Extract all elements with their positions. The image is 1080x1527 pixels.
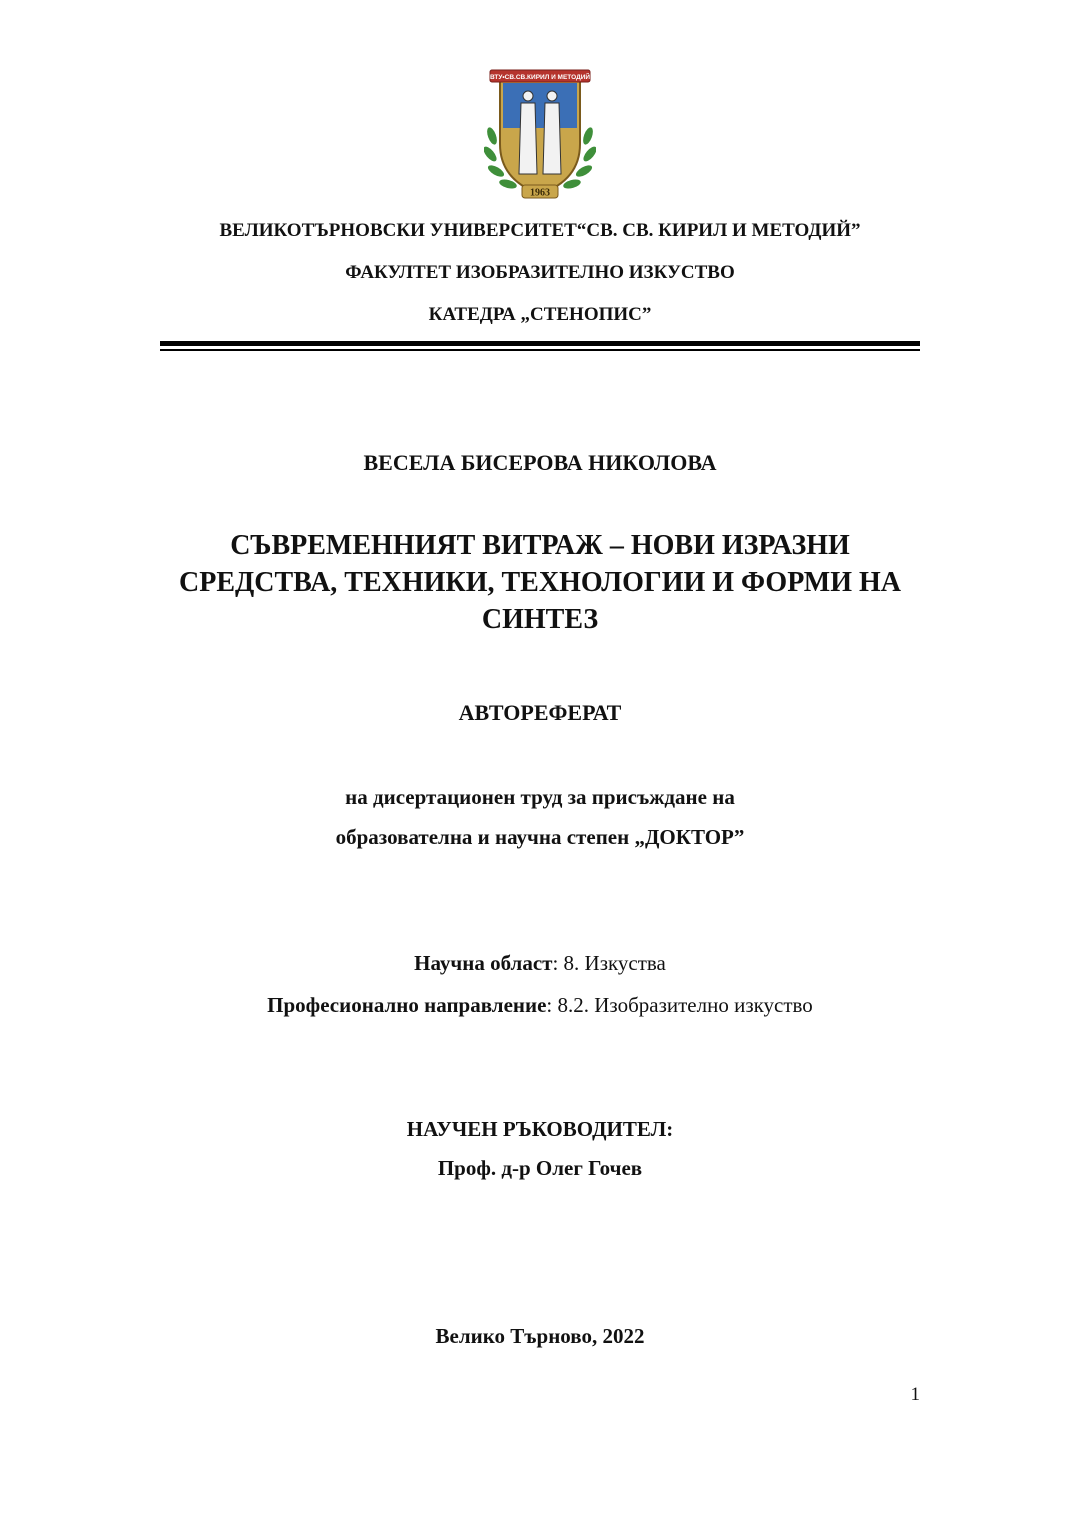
scientific-field-label: Научна област — [414, 951, 553, 975]
department-name: КАТЕДРА „СТЕНОПИС” — [428, 304, 652, 325]
professional-direction-label: Професионално направление — [267, 993, 547, 1017]
purpose-line-1: на дисертационен труд за присъждане на — [345, 785, 735, 809]
header-divider-thick — [160, 341, 920, 346]
faculty-name: ФАКУЛТЕТ ИЗОБРАЗИТЕЛНО ИЗКУСТВО — [345, 262, 735, 283]
scientific-field — [0, 951, 1080, 976]
thesis-title-line-3: СИНТЕЗ — [481, 604, 599, 635]
thesis-title-line-1: СЪВРЕМЕННИЯТ ВИТРАЖ – НОВИ ИЗРАЗНИ — [230, 530, 850, 561]
purpose-line-2: образователна и научна степен „ДОКТОР” — [335, 825, 745, 849]
university-name: ВЕЛИКОТЪРНОВСКИ УНИВЕРСИТЕТ“СВ. СВ. КИРИЛ И МЕТОДИЙ” — [219, 220, 861, 241]
header-divider-thin — [160, 349, 920, 351]
document-type: АВТОРЕФЕРАТ — [458, 700, 622, 725]
crest-banner-text: ВТУ•СВ.СВ.КИРИЛ И МЕТОДИЙ — [489, 74, 591, 81]
university-crest-logo — [484, 66, 596, 204]
author-name: ВЕСЕЛА БИСЕРОВА НИКОЛОВА — [363, 450, 717, 475]
page-number: 1 — [910, 1384, 920, 1405]
thesis-title-line-2: СРЕДСТВА, ТЕХНИКИ, ТЕХНОЛОГИИ И ФОРМИ НА — [179, 567, 901, 598]
scientific-field-value: : 8. Изкуства — [552, 951, 666, 975]
crest-year: 1963 — [530, 187, 550, 199]
place-and-year: Велико Търново, 2022 — [435, 1324, 645, 1348]
supervisor-name: Проф. д-р Олег Гочев — [437, 1156, 643, 1180]
supervisor-heading: НАУЧЕН РЪКОВОДИТЕЛ: — [406, 1117, 674, 1141]
professional-direction-value: : 8.2. Изобразително изкуство — [546, 993, 813, 1017]
professional-direction — [0, 993, 1080, 1018]
